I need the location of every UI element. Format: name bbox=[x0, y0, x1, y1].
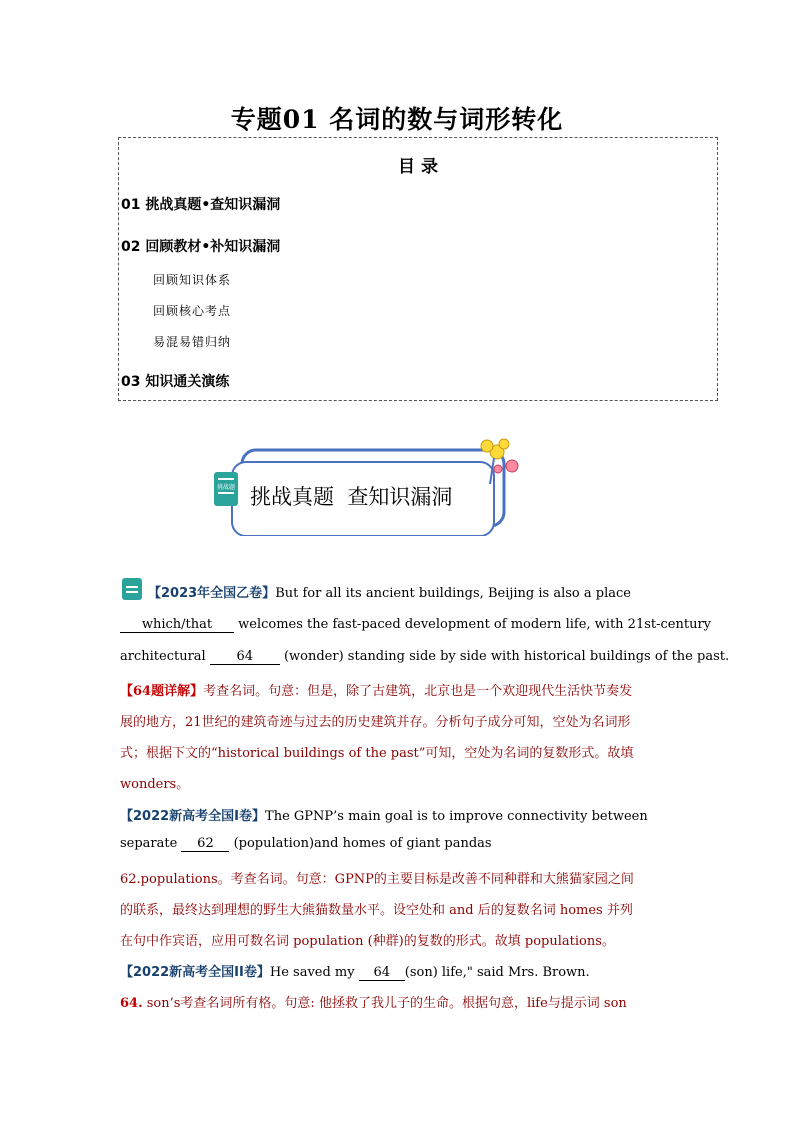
toc-sub-item: 回顾知识体系 bbox=[153, 273, 232, 287]
question-text: The GPNP’s main goal is to improve connectivity between bbox=[265, 809, 648, 824]
question-text: separate bbox=[120, 836, 182, 851]
banner-title: 挑战真题 查知识漏洞 bbox=[250, 485, 453, 509]
toc-section-03: 03 知识通关演练 bbox=[121, 374, 230, 390]
explanation-text: 展的地方，21世纪的建筑奇迹与过去的历史建筑并存。分析句子成分可知，空处为名词形 bbox=[120, 715, 631, 730]
answer-blank: 64 bbox=[359, 965, 405, 981]
page-title: 专题01 名词的数与词形转化 bbox=[230, 105, 564, 134]
explanation-text: 在句中作宾语，应用可数名词 population (种群)的复数的形式。故填 populations。 bbox=[120, 934, 615, 949]
explanation-text: 62.populations。考查名词。句意：GPNP的主要目标是改善不同种群和大熊猫家园之间 bbox=[120, 872, 634, 887]
question-text: He saved my bbox=[269, 965, 359, 980]
question-text: But for all its ancient buildings, Beijing is also a place bbox=[275, 586, 631, 601]
question-text: architectural bbox=[120, 649, 210, 664]
answer-blank: 62 bbox=[181, 836, 229, 852]
notebook-icon bbox=[121, 577, 143, 601]
toc-section-01: 01 挑战真题•查知识漏洞 bbox=[121, 197, 281, 213]
explanation-number: 64. bbox=[120, 996, 143, 1011]
toc-sub-item: 回顾核心考点 bbox=[153, 304, 232, 318]
answer-blank: 64 bbox=[210, 649, 280, 665]
toc-heading: 目 录 bbox=[398, 157, 438, 177]
question-source-tag: 【2022新高考全国Ⅰ卷】 bbox=[120, 809, 266, 824]
question-text: (wonder) standing side by side with historical buildings of the past. bbox=[279, 649, 730, 664]
section-banner bbox=[212, 436, 522, 536]
question-text: (population)and homes of giant pandas bbox=[229, 836, 492, 851]
explanation-text: 式；根据下文的“historical buildings of the past”可知，空处为名词的复数形式。故填 bbox=[120, 746, 634, 761]
explanation-text: wonders。 bbox=[120, 777, 190, 792]
explanation-text: 考查名词。句意：但是，除了古建筑，北京也是一个欢迎现代生活快节奏发 bbox=[203, 684, 633, 699]
toc-sub-item: 易混易错归纳 bbox=[153, 335, 232, 349]
question-text: welcomes the fast-paced development of modern life, with 21st-century bbox=[234, 617, 712, 632]
question-text: (son) life," said Mrs. Brown. bbox=[404, 965, 590, 980]
explanation-text: son’s考查名词所有格。句意: 他拯救了我儿子的生命。根据句意，life与提示词 son bbox=[142, 996, 627, 1011]
question-source-tag: 【2023年全国乙卷】 bbox=[148, 586, 276, 601]
banner-badge: 挑战题 bbox=[216, 484, 235, 491]
table-of-contents bbox=[118, 137, 718, 401]
explanation-tag: 【64题详解】 bbox=[120, 684, 204, 699]
answer-blank: which/that bbox=[120, 617, 234, 633]
explanation-text: 的联系，最终达到理想的野生大熊猫数量水平。设空处和 and 后的复数名词 homes 并列 bbox=[120, 903, 633, 918]
toc-section-02: 02 回顾教材•补知识漏洞 bbox=[121, 239, 281, 255]
question-source-tag: 【2022新高考全国II卷】 bbox=[120, 965, 270, 980]
